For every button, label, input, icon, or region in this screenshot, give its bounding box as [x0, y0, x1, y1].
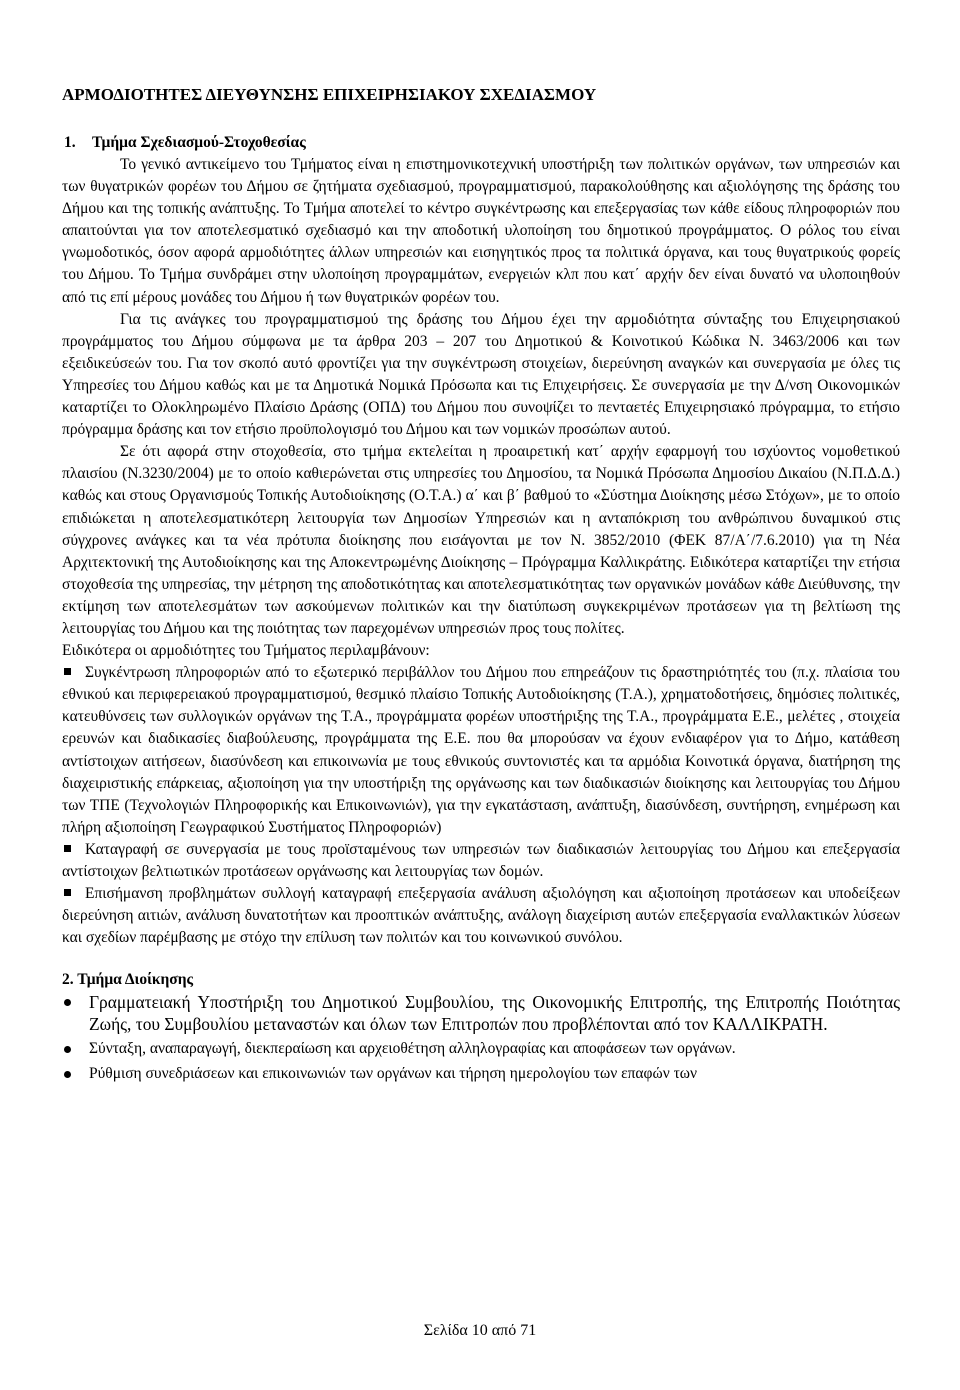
page-title: ΑΡΜΟΔΙΟΤΗΤΕΣ ΔΙΕΥΘΥΝΣΗΣ ΕΠΙΧΕΙΡΗΣΙΑΚΟΥ ΣΧΕΔΙΑΣΜΟΥ: [62, 85, 597, 104]
section-1-heading: [62, 132, 900, 154]
page-footer: Σελίδα 10 από 71: [423, 1322, 537, 1339]
list-item-text: Σύνταξη, αναπαραγωγή, διεκπεραίωση και αρχειοθέτηση αλληλογραφίας και αποφάσεων των οργάνων.: [89, 1040, 736, 1058]
list-item: [62, 662, 900, 839]
list-item-text: Συγκέντρωση πληροφοριών από το εξωτερικό περιβάλλον του Δήμου που επηρεάζουν τις δραστηριότητές του (π.χ. πλαίσια του εθνικού και περιφερειακού προγραμματισμού, θεσμικό πλαίσιο Τοπικής Αυτοδιοίκησης (Τ.Α.), χρηματοδοτήσεις, δημόσιες πολιτικές, κατευθύνσεις των συλλογικών οργάνων της Τ.Α., προγράμματα φορέων υποστήριξης της Τ.Α., προγράμματα Ε.Ε., μελέτες , στοιχεία ερευνών και διαδικασίες διαβούλευσης, προγράμματα της Ε.Ε. που θα μπορούσαν να έχουν ενδιαφέρον για το Δήμο, κατάθεση αντίστοιχων αιτήσεων, διασύνδεση και επικοινωνία με τους εθνικούς συντονιστές και τα αρμόδια Κοινοτικά όργανα, διατήρηση της διαχειριστικής επάρκειας, αξιοποίηση για την υποστήριξη της οργάνωσης και των διαδικασιών διοίκησης και λειτουργίας του Δήμου των ΤΠΕ (Τεχνολογιών Πληροφορικής και Επικοινωνιών), για την εγκατάσταση, ανάπτυξη, διασύνδεση, συντήρηση, ενημέρωση και πλήρη αξιοποίηση Γεωγραφικού Συστήματος Πληροφοριών): [62, 664, 900, 836]
section-1-paragraph-1: Το γενικό αντικείμενο του Τμήματος είναι η επιστημονικοτεχνική υποστήριξη των πολιτικών οργάνων, των υπηρεσιών και των θυγατρικών φορέων του Δήμου σε ζητήματα σχεδιασμού, προγραμματισμού, παρακολούθησης και αξιολόγησης της δράσης του Δήμου και της τοπικής ανάπτυξης. Το Τμήμα αποτελεί το κέντρο συγκέντρωσης και επεξεργασίας των κάθε είδους πληροφοριών που απαιτούνται για τον αποτελεσματικό σχεδιασμό και την αποδοτική υλοποίηση του δημοτικού προγράμματος. Ο ρόλος του είναι γνωμοδοτικός, όσον αφορά αρμοδιότητες άλλων υπηρεσιών και εισηγητικός προς τα πολιτικά όργανα, και τους θυγατρικούς φορείς του Δήμου. Το Τμήμα συνδράμει στην υλοποίηση προγραμμάτων, ενεργειών κλπ που κατ΄ αρχήν δεν είναι δυνατό να υλοποιηθούν από τις επί μέρους μονάδες του Δήμου ή των θυγατρικών φορέων του.: [62, 156, 900, 306]
list-item-text: Ρύθμιση συνεδριάσεων και επικοινωνιών των οργάνων και τήρηση ημερολογίου των επαφών των: [89, 1065, 698, 1083]
square-bullet-icon: [64, 845, 71, 852]
list-item-text: Γραμματειακή Υποστήριξη του Δημοτικού Συμβουλίου, της Οικονομικής Επιτροπής, της Επιτροπής Ποιότητας Ζωής, του Συμβουλίου μεταναστών και όλων των Επιτροπών που προβλέπονται από τον ΚΑΛΛΙΚΡΑΤΗ.: [89, 992, 900, 1035]
section-2-number: 2.: [62, 971, 74, 989]
section-1-paragraph-3: Σε ότι αφορά στην στοχοθεσία, στο τμήμα εκτελείται η προαιρετική κατ΄ αρχήν εφαρμογή του ισχύοντος νομοθετικού πλαισίου (Ν.3230/2004) με το οποίο καθιερώνεται στις υπηρεσίες του Δημοσίου, τα Νομικά Πρόσωπα Δημοσίου Δικαίου (Ν.Π.Δ.Δ.) καθώς και στους Οργανισμούς Τοπικής Αυτοδιοίκησης (Ο.Τ.Α.) α΄ και β΄ βαθμού το «Σύστημα Διοίκησης μέσω Στόχων», με το οποίο επιδιώκεται η αποτελεσματικότερη λειτουργία των Δημοσίων Υπηρεσιών και η ανταπόκριση του ανθρώπινου δυναμικού στις σύγχρονες ανάγκες και τα νέα πρότυπα διοίκησης που εισάγονται με τον Ν. 3852/2010 (ΦΕΚ 87/Α΄/7.6.2010) για τη Νέα Αρχιτεκτονική της Αυτοδιοίκησης και της Αποκεντρωμένης Διοίκησης – Πρόγραμμα Καλλικράτης. Ειδικότερα καταρτίζει την ετήσια στοχοθεσία της υπηρεσίας, την μέτρηση της αποδοτικότητας και αποτελεσματικότητας των οργανικών μονάδων κάθε Διεύθυνσης, την εκτίμηση των αποτελεσμάτων των ασκούμενων πολιτικών και την διατύπωση συγκεκριμένων προτάσεων για τη βελτίωση της λειτουργίας του Δήμου και της ποιότητας των παρεχομένων υπηρεσιών προς τους πολίτες.: [62, 443, 900, 637]
round-bullet-icon: [64, 1071, 71, 1078]
round-bullet-icon: [64, 1046, 71, 1053]
list-item: [62, 1063, 900, 1085]
list-item: [62, 1038, 900, 1060]
square-bullet-icon: [64, 889, 71, 896]
section-2-title: Τμήμα Διοίκησης: [77, 971, 194, 989]
list-item-text: Επισήμανση προβλημάτων συλλογή καταγραφή επεξεργασία ανάλυση αξιολόγηση και αξιοποίηση προτάσεων και υποδείξεων διερεύνηση αιτιών, ανάλυση δυνατοτήτων και προοπτικών ανάπτυξης, ανάλογη διαχείριση αυτών επεξεργασία εναλλακτικών λύσεων και σχεδίων παρέμβασης με στόχο την επίλυση των πολιτών και του κοινωνικού συνόλου.: [62, 885, 900, 947]
section-1-paragraph-2: Για τις ανάγκες του προγραμματισμού της δράσης του Δήμου έχει την αρμοδιότητα σύνταξης του Επιχειρησιακού προγράμματος του Δήμου σύμφωνα με τα άρθρα 203 – 207 του Δημοτικού & Κοινοτικού Κώδικα Ν. 3463/2006 και των εξειδικεύσεών του. Για τον σκοπό αυτό φροντίζει για την συγκέντρωση στοιχείων, διερεύνηση αναγκών και συνεργασία με όλες τις Υπηρεσίες του Δήμου καθώς και με τα Δημοτικά Νομικά Πρόσωπα και τις Επιχειρήσεις. Σε συνεργασία με την Δ/νση Οικονομικών καταρτίζει το Ολοκληρωμένο Πλαίσιο Δράσης (ΟΠΔ) του Δήμου που συνοψίζει το πενταετές Επιχειρησιακό πρόγραμμα, το ετήσιο πρόγραμμα δράσης και τον ετήσιο προϋπολογισμό του Δήμου και των νομικών προσώπων αυτού.: [62, 310, 900, 439]
round-bullet-icon: [64, 999, 71, 1006]
section-1-title: Τμήμα Σχεδιασμού-Στοχοθεσίας: [92, 134, 306, 151]
section-1-number: 1.: [64, 134, 76, 151]
list-item-text: Καταγραφή σε συνεργασία με τους προϊσταμένους των υπηρεσιών των διαδικασιών λειτουργίας του Δήμου και επεξεργασία αντίστοιχων βελτιωτικών προτάσεων οργάνωσης και λειτουργίας των δομών.: [62, 840, 900, 880]
list-item: [62, 839, 900, 883]
list-item: [62, 883, 900, 949]
square-bullet-icon: [64, 668, 71, 675]
section-1-intro: Ειδικότερα οι αρμοδιότητες του Τμήματος περιλαμβάνουν:: [62, 642, 430, 660]
section-2-heading: [62, 969, 900, 991]
list-item: [62, 991, 900, 1035]
document-page: [62, 84, 900, 1086]
